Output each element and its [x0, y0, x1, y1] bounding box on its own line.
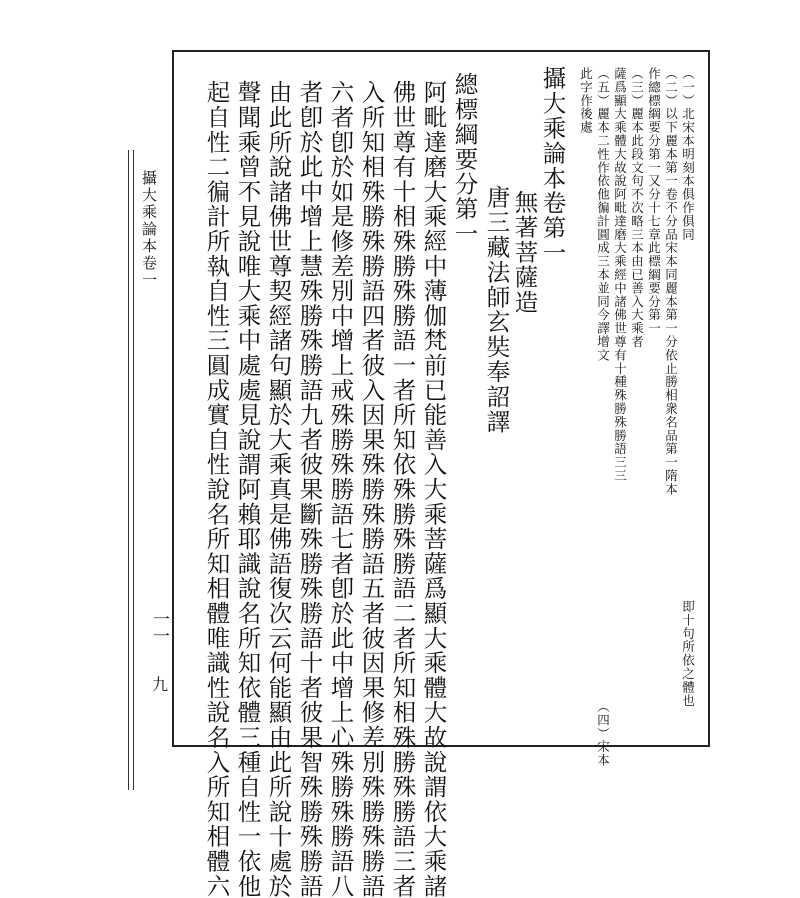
left-margin-rule-inner: [133, 150, 134, 790]
page-number: 九: [152, 675, 169, 694]
note-line: 此字作後處: [578, 67, 594, 134]
page-number-marker: 一一: [149, 610, 169, 644]
note-line: （三）麗本此段文句不次略三本由已善入大乘者: [629, 67, 645, 349]
margin-running-title: 攝大乘論本卷一: [140, 170, 158, 289]
body-line: 佛世尊有十相殊勝殊勝語一者所知依殊勝殊勝語二者所知相殊勝殊勝語三者: [388, 80, 417, 898]
body-line: 入所知相殊勝殊勝語四者彼入因果殊勝殊勝語五者彼因果修差別殊勝殊勝語: [357, 80, 386, 898]
body-line: 者卽於此中增上慧殊勝殊勝語九者彼果斷殊勝殊勝語十者彼果智殊勝殊勝語: [295, 80, 324, 898]
note-line: 作總標綱要分第一又分十七章此標綱要分第一: [646, 67, 662, 335]
body-line: 由此所說諸佛世尊契經諸句顯於大乘真是佛語復次云何能顯由此所說十處於: [264, 80, 293, 898]
note-fragment: （四）宋本: [595, 700, 611, 767]
body-line: 阿毗達磨大乘經中薄伽梵前已能善入大乘菩薩爲顯大乘體大故說謂依大乘諸: [419, 80, 448, 898]
note-fragment: 即十句所依之體也: [680, 600, 696, 708]
section-heading: 總標綱要分第一: [450, 72, 479, 247]
translator-line: 唐三藏法師玄奘奉詔譯: [482, 185, 511, 434]
body-line: 起自性二徧計所執自性三圓成實自性說名所知相體唯識性說名入所知相體六: [202, 80, 231, 898]
left-margin-rule: [128, 150, 129, 790]
note-line: 薩爲顯大乘體大故說阿毗達磨大乘經中諸佛世尊有十種殊勝殊勝語三三: [612, 67, 628, 483]
body-line: 聲聞乘曾不見說唯大乘中處處見說謂阿賴耶識說名所知依體三種自性一依他: [233, 80, 262, 898]
note-line: （一）北宋本明刻本俱作俱同: [680, 67, 696, 242]
note-line: （二）以下麗本第一卷不分品宋本同麗本第一分依止勝相衆名品第一隋本: [663, 67, 679, 496]
book-title: 攝大乘論本卷第一: [538, 66, 567, 266]
note-line: （五）麗本二性作依他徧計圓成三本並同今譯增文: [595, 67, 611, 362]
body-line: 六者卽於如是修差別中增上戒殊勝殊勝語七者卽於此中增上心殊勝殊勝語八: [326, 80, 355, 898]
author-line: 無著菩薩造: [510, 190, 539, 315]
